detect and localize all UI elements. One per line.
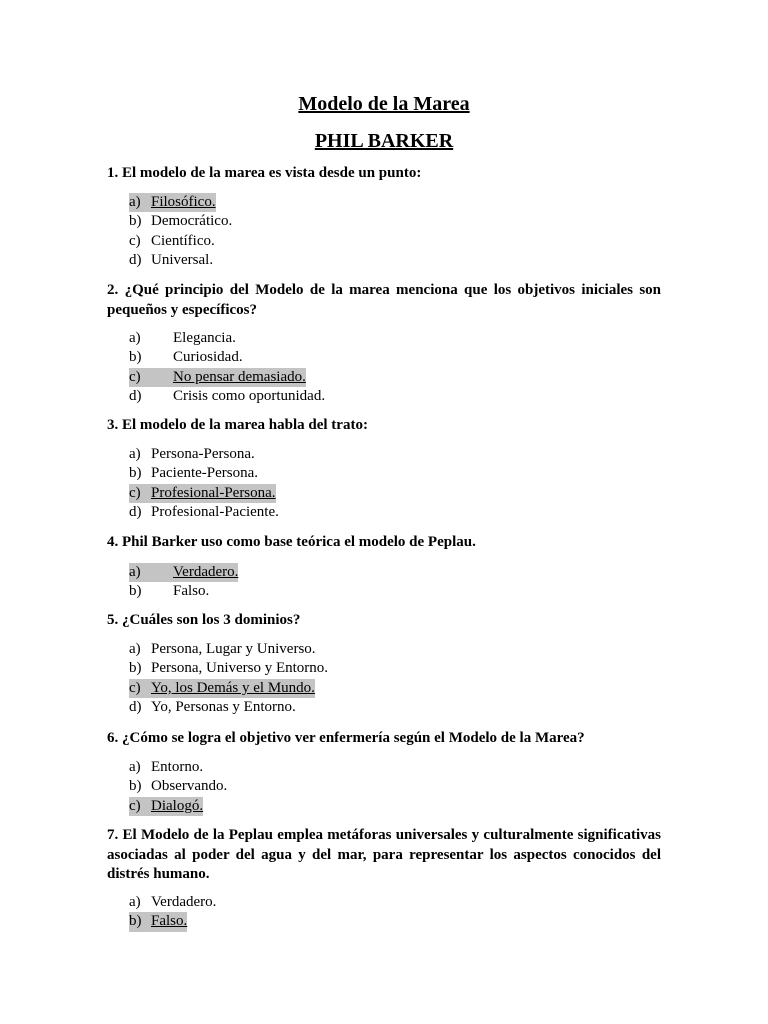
question-5: 5. ¿Cuáles son los 3 dominios? — [107, 612, 301, 628]
option-text: Verdadero. — [173, 564, 239, 580]
option-1c — [129, 232, 232, 251]
option-text: Persona, Lugar y Universo. — [151, 641, 316, 657]
option-label: b) — [129, 349, 142, 366]
option-label: a) — [129, 564, 141, 580]
option-label: d) — [129, 699, 142, 716]
option-text: Falso. — [151, 913, 188, 930]
option-text: Profesional-Persona. — [151, 484, 276, 501]
option-text: Democrático. — [151, 213, 233, 230]
question-1-options — [129, 193, 232, 271]
option-text: No pensar demasiado. — [173, 368, 306, 385]
option-3c — [129, 484, 279, 503]
option-text: Curiosidad. — [173, 349, 243, 366]
option-label: b) — [129, 660, 142, 677]
option-5c — [129, 679, 328, 698]
highlighted-answer — [129, 368, 306, 387]
question-7-options — [129, 893, 216, 932]
option-label: a) — [129, 894, 141, 910]
question-6: 6. ¿Cómo se logra el objetivo ver enfermería según el Modelo de la Marea? — [107, 730, 585, 746]
question-4-options — [129, 563, 238, 602]
option-text: Crisis como oportunidad. — [173, 388, 326, 405]
option-text: Paciente-Persona. — [151, 465, 259, 482]
option-label: c) — [129, 368, 141, 385]
option-label: b) — [129, 583, 142, 600]
question-2: 2. ¿Qué principio del Modelo de la marea menciona que los objetivos iniciales son pequeños y específicos? — [107, 282, 661, 318]
option-1a — [129, 193, 232, 212]
option-1b — [129, 212, 232, 231]
option-label: c) — [129, 232, 141, 249]
option-2a — [129, 329, 325, 348]
option-7a — [129, 893, 216, 912]
question-7: 7. El Modelo de la Peplau emplea metáforas universales y culturalmente significativas asociadas al poder del agua y del mar, para representar los aspectos conocidos del distrés humano. — [107, 827, 661, 882]
option-text: Universal. — [151, 252, 214, 269]
option-3d — [129, 503, 279, 522]
option-text: Elegancia. — [173, 330, 236, 346]
option-label: a) — [129, 194, 141, 210]
question-1: 1. El modelo de la marea es vista desde un punto: — [107, 165, 422, 181]
question-4: 4. Phil Barker uso como base teórica el modelo de Peplau. — [107, 534, 476, 550]
question-6-options — [129, 758, 227, 816]
option-text: Yo, Personas y Entorno. — [151, 699, 296, 716]
option-label: a) — [129, 446, 141, 462]
question-5-options — [129, 640, 328, 718]
option-5d — [129, 698, 328, 717]
option-text: Científico. — [151, 232, 215, 249]
option-7b — [129, 912, 216, 931]
highlighted-answer — [129, 193, 216, 212]
option-6c — [129, 797, 227, 816]
option-label: c) — [129, 484, 141, 501]
option-label: d) — [129, 388, 142, 405]
option-text: Yo, los Demás y el Mundo. — [151, 679, 315, 696]
option-6a — [129, 758, 227, 777]
option-label: d) — [129, 504, 142, 521]
option-6b — [129, 777, 227, 796]
question-2-options — [129, 329, 325, 407]
option-label: a) — [129, 330, 141, 346]
highlighted-answer — [129, 563, 238, 582]
option-label: b) — [129, 913, 142, 930]
document-subtitle: PHIL BARKER — [314, 130, 454, 152]
option-1d — [129, 251, 232, 270]
option-label: a) — [129, 641, 141, 657]
option-5b — [129, 659, 328, 678]
option-text: Filosófico. — [151, 194, 216, 210]
option-4a — [129, 563, 238, 582]
document-title: Modelo de la Marea — [298, 93, 470, 115]
option-5a — [129, 640, 328, 659]
option-label: b) — [129, 465, 142, 482]
highlighted-answer — [129, 797, 203, 816]
question-3: 3. El modelo de la marea habla del trato: — [107, 417, 368, 433]
question-3-options — [129, 445, 279, 523]
option-2b — [129, 348, 325, 367]
highlighted-answer — [129, 679, 315, 698]
option-4b — [129, 582, 238, 601]
option-label: c) — [129, 679, 141, 696]
option-label: c) — [129, 797, 141, 814]
highlighted-answer — [129, 484, 276, 503]
option-text: Verdadero. — [151, 894, 217, 910]
option-text: Persona, Universo y Entorno. — [151, 660, 329, 677]
option-3b — [129, 464, 279, 483]
option-text: Observando. — [151, 778, 228, 795]
option-2c — [129, 368, 325, 387]
option-label: b) — [129, 778, 142, 795]
option-text: Entorno. — [151, 759, 204, 775]
option-2d — [129, 387, 325, 406]
highlighted-answer — [129, 912, 187, 931]
option-label: d) — [129, 252, 142, 269]
option-label: b) — [129, 213, 142, 230]
option-text: Falso. — [173, 583, 210, 600]
option-3a — [129, 445, 279, 464]
option-text: Dialogó. — [151, 797, 204, 814]
option-text: Profesional-Paciente. — [151, 504, 279, 521]
option-text: Persona-Persona. — [151, 446, 255, 462]
option-label: a) — [129, 759, 141, 775]
